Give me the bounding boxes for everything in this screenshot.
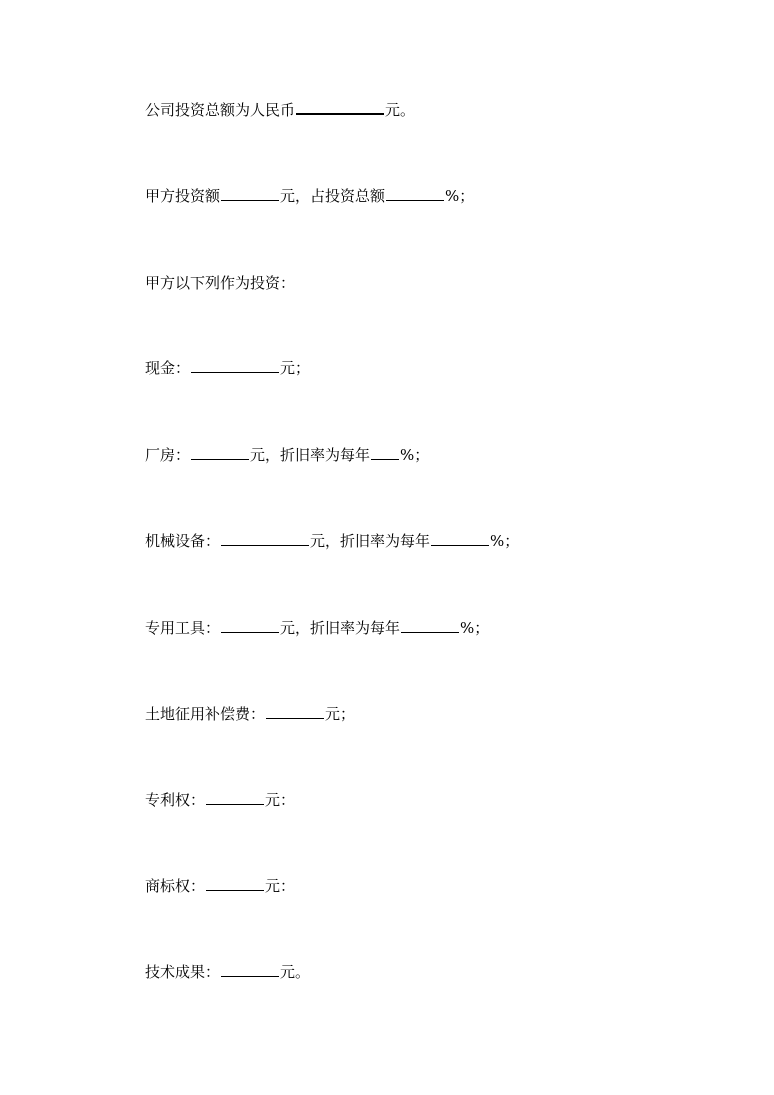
cash-line	[145, 357, 310, 379]
party-a-list-line	[145, 272, 295, 294]
party-a-share-blank[interactable]	[386, 186, 444, 201]
trademark-unit: 元：	[265, 877, 296, 895]
party-a-share-unit: %；	[445, 187, 475, 205]
party-a-list-heading: 甲方以下列作为投资：	[145, 274, 296, 292]
factory-rate-blank[interactable]	[371, 445, 399, 460]
factory-rate-unit: %；	[400, 446, 430, 464]
party-a-amount-line	[145, 185, 474, 207]
machinery-rate-unit: %；	[490, 532, 520, 550]
patent-unit: 元：	[265, 791, 296, 809]
technology-label: 技术成果：	[145, 963, 221, 981]
trademark-label: 商标权：	[145, 877, 206, 895]
patent-blank[interactable]	[206, 790, 264, 805]
machinery-line	[145, 530, 519, 552]
technology-line	[145, 961, 310, 983]
party-a-amount-blank[interactable]	[221, 186, 279, 201]
machinery-label: 机械设备：	[145, 532, 221, 550]
cash-blank[interactable]	[191, 358, 279, 373]
trademark-blank[interactable]	[206, 876, 264, 891]
party-a-share-label: 元，占投资总额	[280, 187, 386, 205]
party-a-amount-label: 甲方投资额	[145, 187, 221, 205]
cash-unit: 元；	[280, 359, 311, 377]
total-investment-label: 公司投资总额为人民币	[145, 101, 296, 119]
factory-depreciation-label: 元，折旧率为每年	[250, 446, 371, 464]
factory-line	[145, 444, 429, 466]
factory-amount-blank[interactable]	[191, 445, 249, 460]
tools-depreciation-label: 元，折旧率为每年	[280, 619, 401, 637]
tools-label: 专用工具：	[145, 619, 221, 637]
tools-amount-blank[interactable]	[221, 618, 279, 633]
tools-line	[145, 617, 489, 639]
trademark-line	[145, 875, 295, 897]
total-investment-blank[interactable]	[296, 99, 384, 115]
technology-unit: 元。	[280, 963, 311, 981]
machinery-rate-blank[interactable]	[431, 531, 489, 546]
tools-rate-unit: %；	[460, 619, 490, 637]
tools-rate-blank[interactable]	[401, 618, 459, 633]
land-blank[interactable]	[266, 704, 324, 719]
patent-line	[145, 789, 295, 811]
factory-label: 厂房：	[145, 446, 191, 464]
total-investment-unit: 元。	[385, 101, 416, 119]
total-investment-line	[145, 99, 415, 121]
cash-label: 现金：	[145, 359, 191, 377]
technology-blank[interactable]	[221, 962, 279, 977]
land-unit: 元；	[325, 705, 356, 723]
machinery-depreciation-label: 元，折旧率为每年	[310, 532, 431, 550]
patent-label: 专利权：	[145, 791, 206, 809]
land-line	[145, 703, 355, 725]
machinery-amount-blank[interactable]	[221, 531, 309, 546]
land-label: 土地征用补偿费：	[145, 705, 266, 723]
